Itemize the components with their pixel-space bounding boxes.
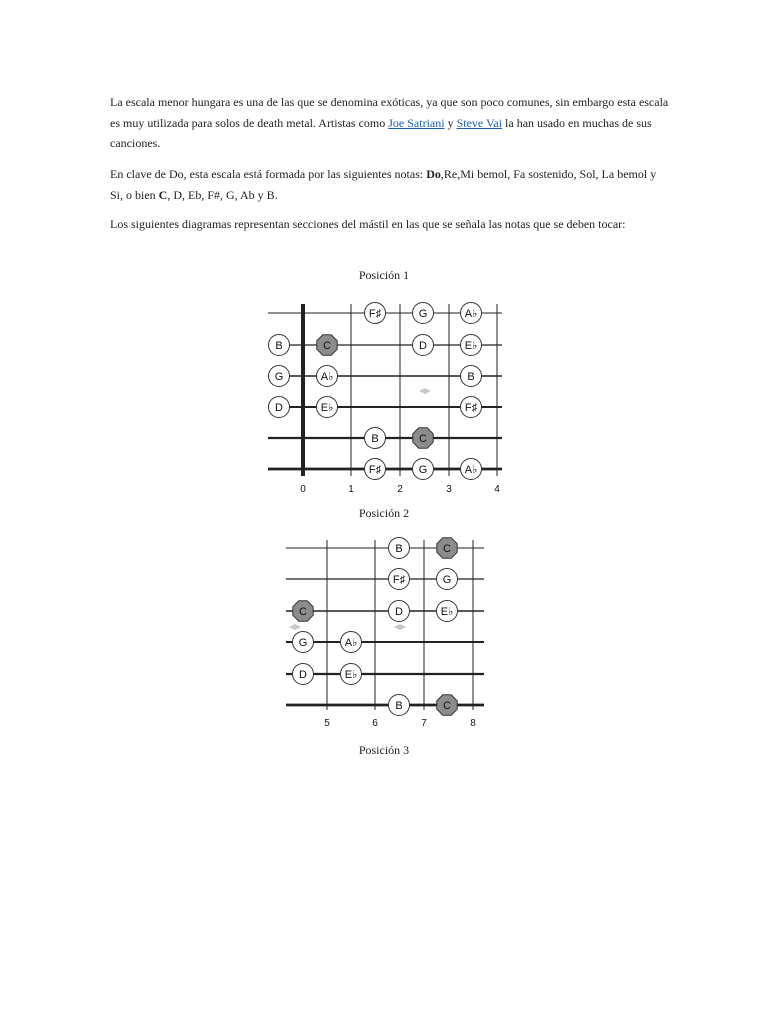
notes-paragraph [110, 164, 670, 205]
note-label: C [419, 433, 427, 445]
note-label: A♭ [464, 308, 478, 320]
note-marker [269, 335, 290, 356]
note-label: F♯ [392, 574, 406, 586]
note-marker [413, 459, 434, 480]
note-marker [389, 601, 410, 622]
fretboard-diagram-position-1 [260, 296, 510, 496]
note-label: E♭ [344, 669, 358, 681]
note-marker [365, 303, 386, 324]
position-marker-icon [419, 388, 431, 394]
note-marker [437, 569, 458, 590]
caption-position-1: Posición 1 [358, 268, 410, 282]
note-label: C [443, 543, 451, 555]
fret-number-label: 7 [421, 718, 427, 729]
caption-position-3: Posición 3 [358, 743, 410, 757]
note-label: G [274, 371, 284, 383]
note-label: C [323, 340, 331, 352]
intro-paragraph [110, 92, 670, 154]
notes-text-mid: ,Re,Mi bemol, Fa sostenido, Sol, La bemol y Si, o bien [110, 167, 657, 202]
note-label: F♯ [464, 402, 478, 414]
notes-bold-c: C [158, 187, 168, 202]
notes-bold-do: Do [426, 167, 441, 181]
note-marker [341, 664, 362, 685]
note-marker [293, 632, 314, 653]
fret-number-label: 2 [397, 484, 403, 495]
intro-text: La escala menor hungara es una de las que se denomina exóticas, ya que son poco comunes, sin embargo esta escala es muy utilizada para solos de death metal. Artistas como [110, 95, 669, 130]
note-label: G [442, 574, 452, 586]
notes-text-end: , D, Eb, F#, G, Ab y B. [167, 187, 278, 202]
note-label: E♭ [464, 340, 478, 352]
position-marker-icon [394, 624, 406, 630]
note-marker [389, 538, 410, 559]
link-steve-vai[interactable]: Steve Vai [456, 115, 503, 130]
fret-number-label: 3 [446, 484, 452, 495]
diagrams-paragraph: Los siguientes diagramas representan secciones del mástil en las que se señala las notas que se deben tocar: [110, 217, 626, 231]
fret-number-label: 6 [372, 718, 378, 729]
note-label: D [395, 606, 403, 618]
fret-number-label: 0 [300, 484, 306, 495]
note-marker [461, 303, 482, 324]
note-marker [293, 664, 314, 685]
note-label: A♭ [344, 637, 358, 649]
root-note-marker [293, 601, 313, 621]
note-marker [389, 695, 410, 716]
note-label: E♭ [320, 402, 334, 414]
note-marker [365, 428, 386, 449]
note-marker [413, 335, 434, 356]
note-label: C [299, 606, 307, 618]
note-label: B [395, 543, 403, 555]
note-marker [269, 397, 290, 418]
note-marker [437, 601, 458, 622]
root-note-marker [413, 428, 433, 448]
caption-position-2: Posición 2 [358, 506, 410, 520]
note-marker [317, 397, 338, 418]
note-label: A♭ [464, 464, 478, 476]
position-marker-icon [289, 624, 301, 630]
note-label: B [275, 340, 283, 352]
note-label: E♭ [440, 606, 454, 618]
note-label: G [418, 308, 428, 320]
note-label: D [419, 340, 427, 352]
root-note-marker [437, 538, 457, 558]
note-marker [317, 366, 338, 387]
note-label: B [371, 433, 379, 445]
fret-number-label: 1 [348, 484, 354, 495]
fret-number-label: 4 [494, 484, 500, 495]
note-label: B [395, 700, 403, 712]
note-marker [341, 632, 362, 653]
link-joe-satriani[interactable]: Joe Satriani [388, 115, 445, 130]
note-marker [461, 459, 482, 480]
note-label: D [275, 402, 283, 414]
note-label: F♯ [368, 308, 382, 320]
fret-number-label: 5 [324, 718, 330, 729]
note-marker [269, 366, 290, 387]
note-label: G [418, 464, 428, 476]
fret-number-label: 8 [470, 718, 476, 729]
notes-text: En clave de Do, esta escala está formada por las siguientes notas: [110, 167, 427, 181]
note-label: A♭ [320, 371, 334, 383]
note-marker [389, 569, 410, 590]
note-marker [461, 397, 482, 418]
root-note-marker [317, 335, 337, 355]
note-label: F♯ [368, 464, 382, 476]
note-label: G [298, 637, 308, 649]
note-label: B [467, 371, 475, 383]
note-marker [461, 366, 482, 387]
note-marker [461, 335, 482, 356]
fretboard-diagram-position-2 [280, 532, 490, 732]
root-note-marker [437, 695, 457, 715]
note-label: D [299, 669, 307, 681]
intro-text-end: la han usado en muchas de sus canciones. [110, 115, 652, 150]
note-marker [413, 303, 434, 324]
note-label: C [443, 700, 451, 712]
intro-text-mid: y [444, 115, 457, 130]
note-marker [365, 459, 386, 480]
